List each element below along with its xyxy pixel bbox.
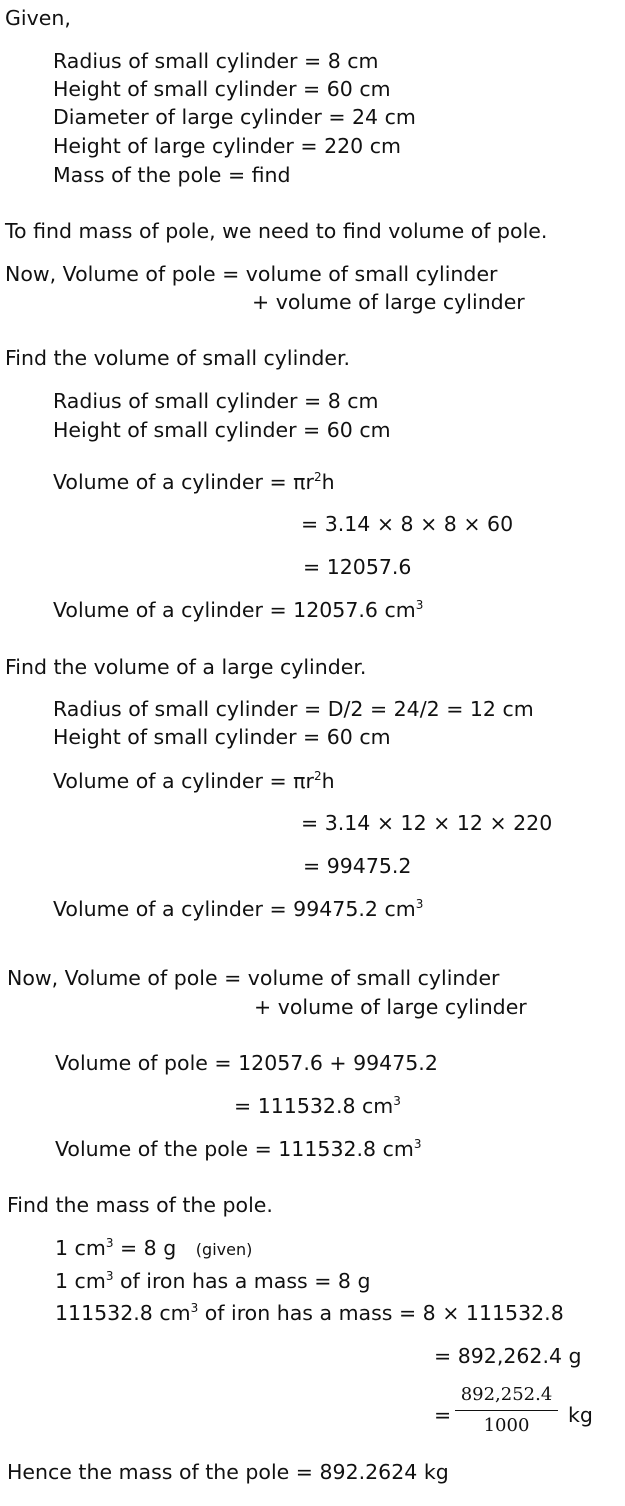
given-note: (given): [195, 1240, 253, 1259]
formula-line: Now, Volume of pole = volume of small cylinder: [7, 966, 500, 990]
fraction-bar: [455, 1410, 558, 1411]
given-line: Diameter of large cylinder = 24 cm: [53, 105, 416, 129]
conclusion: Hence the mass of the pole = 892.2624 kg: [7, 1460, 449, 1484]
large-height: Height of small cylinder = 60 cm: [53, 725, 391, 749]
intro-text: To find mass of pole, we need to find volume of pole.: [5, 219, 548, 243]
pole-volume-result: Volume of the pole = 111532.8 $cm^3$: [55, 1137, 422, 1161]
formula-line: + volume of large cylinder: [252, 290, 525, 314]
formula-line: + volume of large cylinder: [254, 995, 527, 1019]
section-heading: Find the volume of small cylinder.: [5, 346, 351, 370]
density-given: 1 $cm^3 = 8$ g (given): [55, 1236, 253, 1260]
unit-kg: kg: [568, 1403, 593, 1427]
mass-grams: = 892,262.4 g: [434, 1344, 582, 1368]
fraction-numerator: 892,252.4: [460, 1384, 553, 1405]
large-radius: Radius of small cylinder = D/2 = 24/2 = 12 cm: [53, 697, 534, 721]
mass-of-pole: 111532.8 $cm^3$ of iron has a mass = 8 × 111532.8: [55, 1301, 564, 1325]
large-result: Volume of a cylinder = 99475.2 $cm^3$: [53, 897, 424, 921]
small-step: = 12057.6: [303, 555, 412, 579]
given-line: Height of small cylinder = 60 cm: [53, 77, 391, 101]
mass-per-cm3: 1 $cm^3$ of iron has a mass = 8 g: [55, 1269, 371, 1293]
given-line: Height of large cylinder = 220 cm: [53, 134, 401, 158]
small-height: Height of small cylinder = 60 cm: [53, 418, 391, 442]
equals-sign: =: [434, 1403, 452, 1427]
section-heading: Find the volume of a large cylinder.: [5, 655, 367, 679]
formula-line: Now, Volume of pole = volume of small cylinder: [5, 262, 498, 286]
mass-fraction: [455, 1384, 558, 1437]
large-step: = 3.14 × 12 × 12 × 220: [301, 811, 553, 835]
section-heading: Find the mass of the pole.: [7, 1193, 273, 1217]
small-result: Volume of a cylinder = 12057.6 $cm^3$: [53, 598, 424, 622]
large-volume-formula: Volume of a cylinder = $\pi r^2h$: [53, 769, 335, 793]
given-line: Mass of the pole = find: [53, 163, 291, 187]
small-volume-formula: Volume of a cylinder = $\pi r^2h$: [53, 470, 335, 494]
small-step: = 3.14 × 8 × 8 × 60: [301, 512, 514, 536]
small-radius: Radius of small cylinder = 8 cm: [53, 389, 379, 413]
given-heading: Given,: [5, 6, 71, 30]
large-step: = 99475.2: [303, 854, 412, 878]
given-line: Radius of small cylinder = 8 cm: [53, 49, 379, 73]
pole-volume-sum: Volume of pole = 12057.6 + 99475.2: [55, 1051, 438, 1075]
fraction-denominator: 1000: [483, 1415, 530, 1436]
pole-volume-total: = 111532.8 $cm^3$: [234, 1094, 401, 1118]
